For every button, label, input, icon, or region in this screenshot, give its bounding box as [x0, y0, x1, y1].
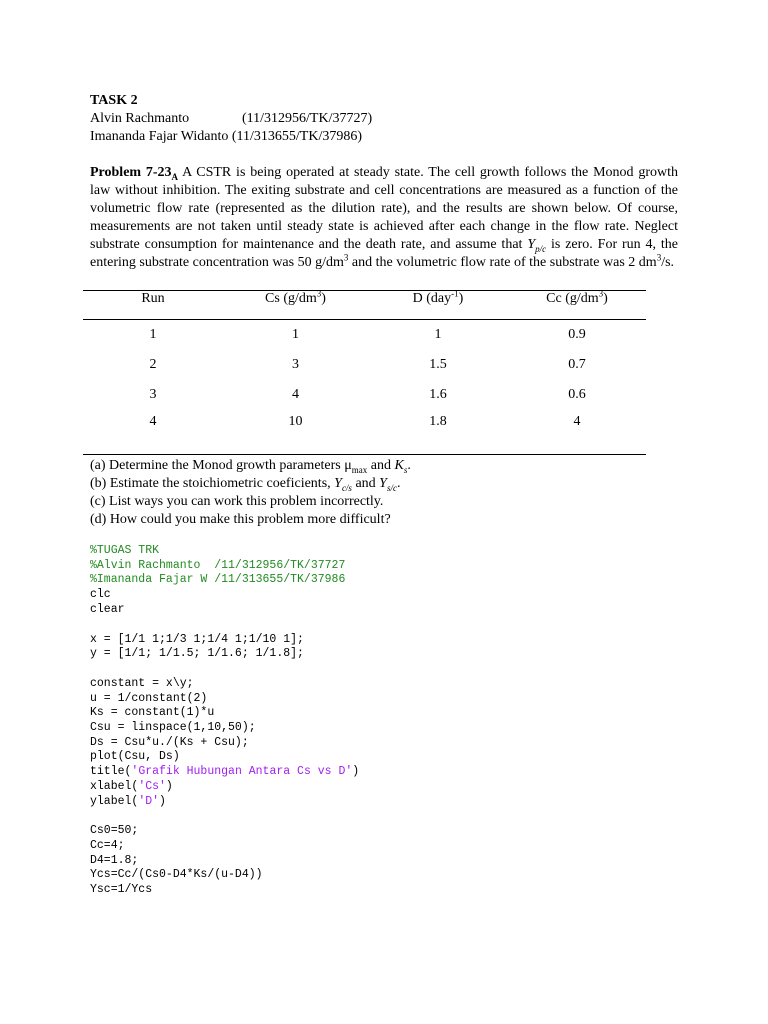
- table-cell: 1.8: [368, 410, 508, 455]
- data-table: [83, 290, 646, 455]
- col-header-cc-post: ): [603, 291, 608, 306]
- code-string: 'D': [138, 794, 160, 808]
- code-paren: ): [352, 765, 360, 779]
- code-line: plot(Csu, Ds): [90, 750, 180, 764]
- code-line: [90, 780, 359, 795]
- code-line: Ysc=1/Ycs: [90, 883, 153, 897]
- author-id-2: (11/313655/TK/37986): [231, 129, 362, 144]
- problem-sup-2: 3: [656, 252, 662, 263]
- question-d: (d) How could you make this problem more difficult?: [90, 512, 391, 527]
- col-header-run: [83, 291, 223, 320]
- yield-symbol: Y: [527, 237, 536, 252]
- col-header-d: [368, 288, 508, 320]
- code-line: clear: [90, 602, 125, 616]
- problem-label-text: Problem 7-23: [90, 165, 172, 180]
- table-cell: 0.7: [568, 357, 586, 372]
- question-a-end: .: [407, 458, 411, 473]
- code-line: Cc=4;: [90, 838, 125, 852]
- table-cell: 1: [292, 327, 299, 342]
- author-row-1: [90, 110, 680, 128]
- ks-sub: s: [403, 464, 408, 475]
- problem-text-1: A CSTR is being operated at steady state. The cell growth follows the Monod growth law without inhibition. The exiting substrate and cell concentrations are measured as a function of the volumetric flow rate (represented as the dilution rate), and the results are shown below. Of course, measurements are not taken until steady state is achieved after each change in the flow rate. Neglect substrate consumption for maintenance and the death rate, and assume that: [90, 165, 678, 252]
- col-header-cs-post: ): [321, 291, 326, 306]
- table-cell: 2: [149, 357, 157, 372]
- code-fn: ylabel(: [90, 794, 139, 808]
- code-string: 'Grafik Hubungan Antara Cs vs D': [131, 765, 353, 779]
- code-blank-line: [90, 809, 359, 824]
- code-line: Ds = Csu*u./(Ks + Csu);: [90, 735, 249, 749]
- code-string: 'Cs': [138, 779, 166, 793]
- mu-sub: max: [351, 464, 368, 475]
- code-line: y = [1/1; 1/1.5; 1/1.6; 1/1.8];: [90, 647, 304, 661]
- table-cell: 1.5: [429, 357, 447, 372]
- question-c: (c) List ways you can work this problem incorrectly.: [90, 494, 384, 509]
- col-header-d-sup: -1: [451, 288, 459, 299]
- code-comment: %TUGAS TRK: [90, 544, 160, 557]
- code-line: [90, 765, 359, 780]
- author-name-2: Imananda Fajar Widanto: [90, 129, 229, 144]
- question-a-text: (a) Determine the Monod growth parameters: [90, 458, 345, 473]
- problem-text-3: and the volumetric flow rate of the substrate was 2 dm: [348, 255, 657, 270]
- table-row: [83, 410, 646, 455]
- question-b-mid: and: [351, 476, 380, 491]
- problem-text-4: /s.: [661, 255, 675, 270]
- code-line: constant = x\y;: [90, 676, 194, 690]
- table-cell: 4: [292, 387, 299, 402]
- table-cell: 4: [508, 410, 646, 455]
- ysc-sub: s/c: [386, 482, 397, 493]
- code-fn: title(: [90, 765, 132, 779]
- yield-symbol-sub: p/c: [535, 243, 547, 254]
- table-cell: 3: [149, 387, 157, 402]
- table-header-row: [83, 291, 646, 320]
- question-b: [90, 475, 411, 493]
- document-page: [90, 92, 680, 897]
- code-blank-line: [90, 618, 359, 633]
- problem-sup-1: 3: [343, 252, 349, 263]
- code-paren: ): [159, 794, 166, 808]
- table-cell: 3: [292, 357, 299, 372]
- code-comment: %Imananda Fajar W /11/313655/TK/37986: [90, 573, 346, 587]
- table-cell: 0.6: [568, 387, 586, 402]
- col-header-d-post: ): [458, 291, 464, 306]
- code-line: Csu = linspace(1,10,50);: [90, 721, 256, 735]
- col-header-cs: [223, 288, 368, 320]
- matlab-code-block: [90, 544, 359, 898]
- table-cell: 1: [149, 327, 157, 342]
- task-title: TASK 2: [90, 93, 138, 108]
- table-row: [83, 320, 646, 351]
- ks-symbol: K: [394, 458, 404, 473]
- question-a: [90, 457, 411, 475]
- col-header-d-text: D (day: [412, 291, 452, 306]
- table-cell: 10: [223, 410, 368, 455]
- problem-text-2: is zero. For run 4, the entering substrate concentration was 50 g/dm: [90, 237, 678, 270]
- col-header-cs-text: Cs (g/dm: [265, 291, 317, 306]
- code-fn: xlabel(: [90, 779, 139, 793]
- problem-label-sub: A: [171, 171, 179, 182]
- table-row: [83, 350, 646, 380]
- questions-list: [90, 457, 411, 529]
- code-line: Cs0=50;: [90, 824, 139, 838]
- problem-statement: [90, 164, 678, 272]
- code-blank-line: [90, 662, 359, 677]
- col-header-cc-text: Cc (g/dm: [546, 291, 599, 306]
- code-line: Ycs=Cc/(Cs0-D4*Ks/(u-D4)): [90, 868, 263, 882]
- code-comment: %Alvin Rachmanto /11/312956/TK/37727: [90, 558, 346, 572]
- mu-symbol: μ: [344, 458, 352, 473]
- table-row: [83, 380, 646, 410]
- ycs-symbol: Y: [334, 476, 342, 491]
- col-header-cs-sup: 3: [316, 288, 322, 299]
- code-line: clc: [90, 588, 111, 602]
- question-a-mid: and: [367, 458, 395, 473]
- question-b-end: .: [396, 476, 401, 491]
- problem-label: [90, 165, 178, 180]
- ysc-symbol: Y: [379, 476, 387, 491]
- code-line: u = 1/constant(2): [90, 691, 208, 705]
- code-line: D4=1.8;: [90, 853, 139, 867]
- code-line: Ks = constant(1)*u: [90, 706, 215, 720]
- table-cell: 1.6: [429, 387, 447, 402]
- ycs-sub: c/s: [341, 482, 352, 493]
- author-row-2: [90, 128, 680, 146]
- author-id-1: (11/312956/TK/37727): [242, 111, 373, 126]
- table-cell: 4: [83, 410, 223, 455]
- question-b-text: (b) Estimate the stoichiometric coeficients,: [90, 476, 335, 491]
- table-cell: 0.9: [568, 327, 586, 342]
- code-line: [90, 795, 359, 810]
- author-name-1: Alvin Rachmanto: [90, 111, 190, 126]
- col-header-cc-sup: 3: [598, 288, 604, 299]
- col-header-run-text: Run: [141, 291, 165, 306]
- code-line: x = [1/1 1;1/3 1;1/4 1;1/10 1];: [90, 632, 304, 646]
- code-paren: ): [165, 779, 173, 793]
- col-header-cc: [508, 288, 646, 320]
- table-cell: 1: [434, 327, 442, 342]
